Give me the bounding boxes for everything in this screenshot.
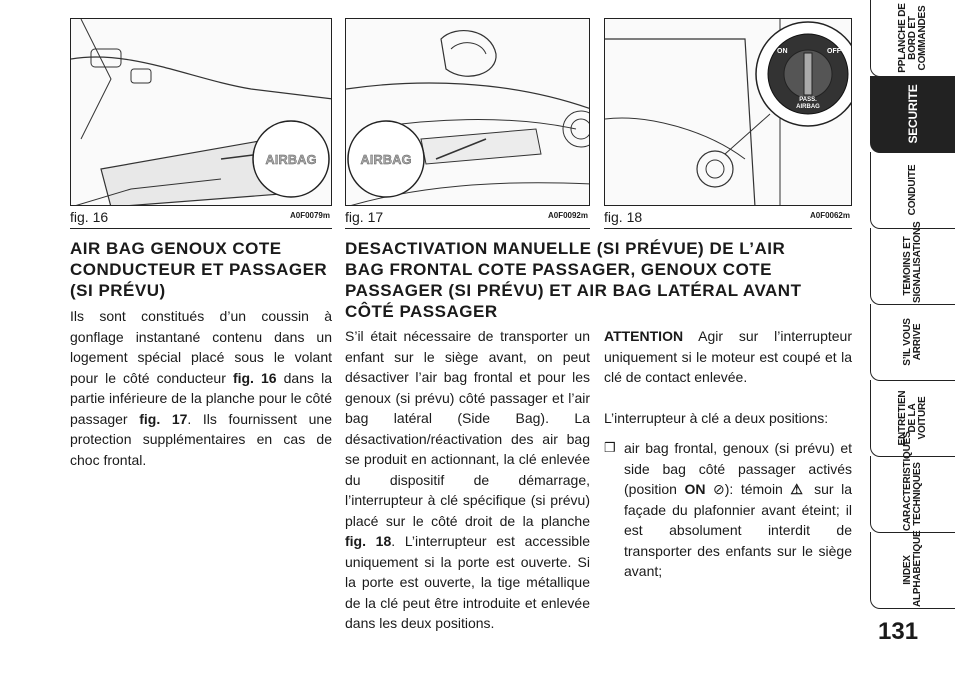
text-span: sur la façade du plafonnier avant éteint; il est absolument interdit de transporter des enfants sur le siège avant; [624,481,853,579]
figure-reference: fig. 17 [139,410,188,427]
knee-airbag-heading: AIR BAG GENOUX COTE CONDUCTEUR ET PASSAGER (SI PRÉVU) [70,239,328,300]
tab-caracteristiques[interactable] [870,431,955,533]
switch-pass-label: PASS. [799,97,817,103]
figure-code: A0F0092m [547,211,588,220]
text-span: air bag frontal, genoux (si prévu) et side bag côté passager activés (position [624,440,852,497]
bullet-text [624,438,852,582]
attention-paragraph [604,326,852,388]
figure-code: A0F0062m [809,211,850,220]
checkbox-bullet-icon: ❒ [604,440,616,455]
tab-planche-de-bord[interactable] [870,0,955,77]
figure-17 [345,18,590,229]
text-span: ): témoin [724,481,791,497]
airbag-callout-text: AIRBAG [265,152,317,167]
figure-caption: fig. 16 [70,209,109,225]
key-switch-drawing [605,19,852,206]
chapter-sidebar [870,0,960,692]
text-span: . L’interrupteur est accessible uniquement si la porte est ouverte. Si la porte est ouverte, la tige métallique de la clé peut être introduite et enlevée dans les deux positions. [345,533,590,631]
glovebox-drawing [346,19,590,206]
tab-label: CARACTERISTIQUES TECHNIQUES [902,431,923,531]
figure-18-illustration [604,18,852,206]
figure-caption: fig. 18 [604,209,643,225]
dashboard-drawing [71,19,332,206]
tab-label: S’IL VOUS ARRIVE [902,318,923,366]
tab-index[interactable] [870,532,955,609]
switch-off-label: OFF [827,48,841,55]
tab-label: PPLANCHE DE BORD ET COMMANDES [897,3,928,73]
switch-on-label: ON [777,48,788,55]
figure-reference: fig. 16 [232,369,277,386]
text-span: . Ils fournissent une protection supplémentaires en cas de choc frontal. [70,410,332,468]
text-span: S’il était nécessaire de transporter un enfant sur le siège avant, on peut désactiver l’air bag frontal et pour les genoux (si prévu) côté passager et l’air bag latéral (Side Bag). La désactivation/réactivation des air bag se produit en actionnant, la clé enlevée du dispositif de démarrage, l’interrupteur à clé spécifique (si prévu) placé sur le côté droit de la planche [345,328,590,529]
attention-label: ATTENTION [604,328,684,344]
deactivation-heading: DESACTIVATION MANUELLE (SI PRÉVUE) DE L’AIR BAG FRONTAL COTE PASSAGER, GENOUX COTE PASSAGER (SI PRÉVU) ET AIR BAG LATÉRAL AVANT CÔTÉ PASSAGER [345,239,802,321]
tab-label: INDEX ALPHABETIQUE [902,530,923,607]
text-span: dans la partie inférieure de la planche pour le côté passager [70,369,332,427]
knee-airbag-paragraph [70,306,332,470]
figure-code: A0F0079m [289,211,330,220]
positions-paragraph: L’interrupteur à clé a deux positions: [604,410,829,426]
on-position-label: ON [684,481,706,497]
tab-label: SECURITE [906,84,920,144]
figure-18 [604,18,852,229]
tab-securite[interactable] [870,76,955,153]
text-span: Agir sur l’interrupteur uniquement si le moteur est coupé et la clé de contact enlevée. [604,328,852,385]
tab-label: TEMOINS ET SIGNALISATIONS [902,221,923,303]
figure-16-illustration [70,18,332,206]
tab-temoins[interactable] [870,221,955,305]
page-number: 131 [878,618,919,645]
figure-reference: fig. 18 [345,533,392,549]
tab-label: CONDUITE [907,164,918,216]
text-span: Ils sont constitués d’un coussin à gonflage instantané contenu dans un logement spécial placé sous le volant pour le côté conducteur [70,308,332,386]
tab-label: ENTRETIEN DE LA VOITURE [897,390,928,446]
figure-16 [70,18,332,229]
deactivation-paragraph [345,326,590,634]
bullet-item [604,438,852,582]
figure-17-illustration [345,18,590,206]
airbag-on-symbol-icon: ⊘ [713,481,725,497]
tab-conduite[interactable] [870,152,955,229]
airbag-callout-text: AIRBAG [360,152,412,167]
tab-sil-vous-arrive[interactable] [870,304,955,381]
switch-airbag-label: AIRBAG [796,104,820,110]
passenger-airbag-off-lamp-icon: ⚠ [790,481,807,497]
figure-caption: fig. 17 [345,209,384,225]
